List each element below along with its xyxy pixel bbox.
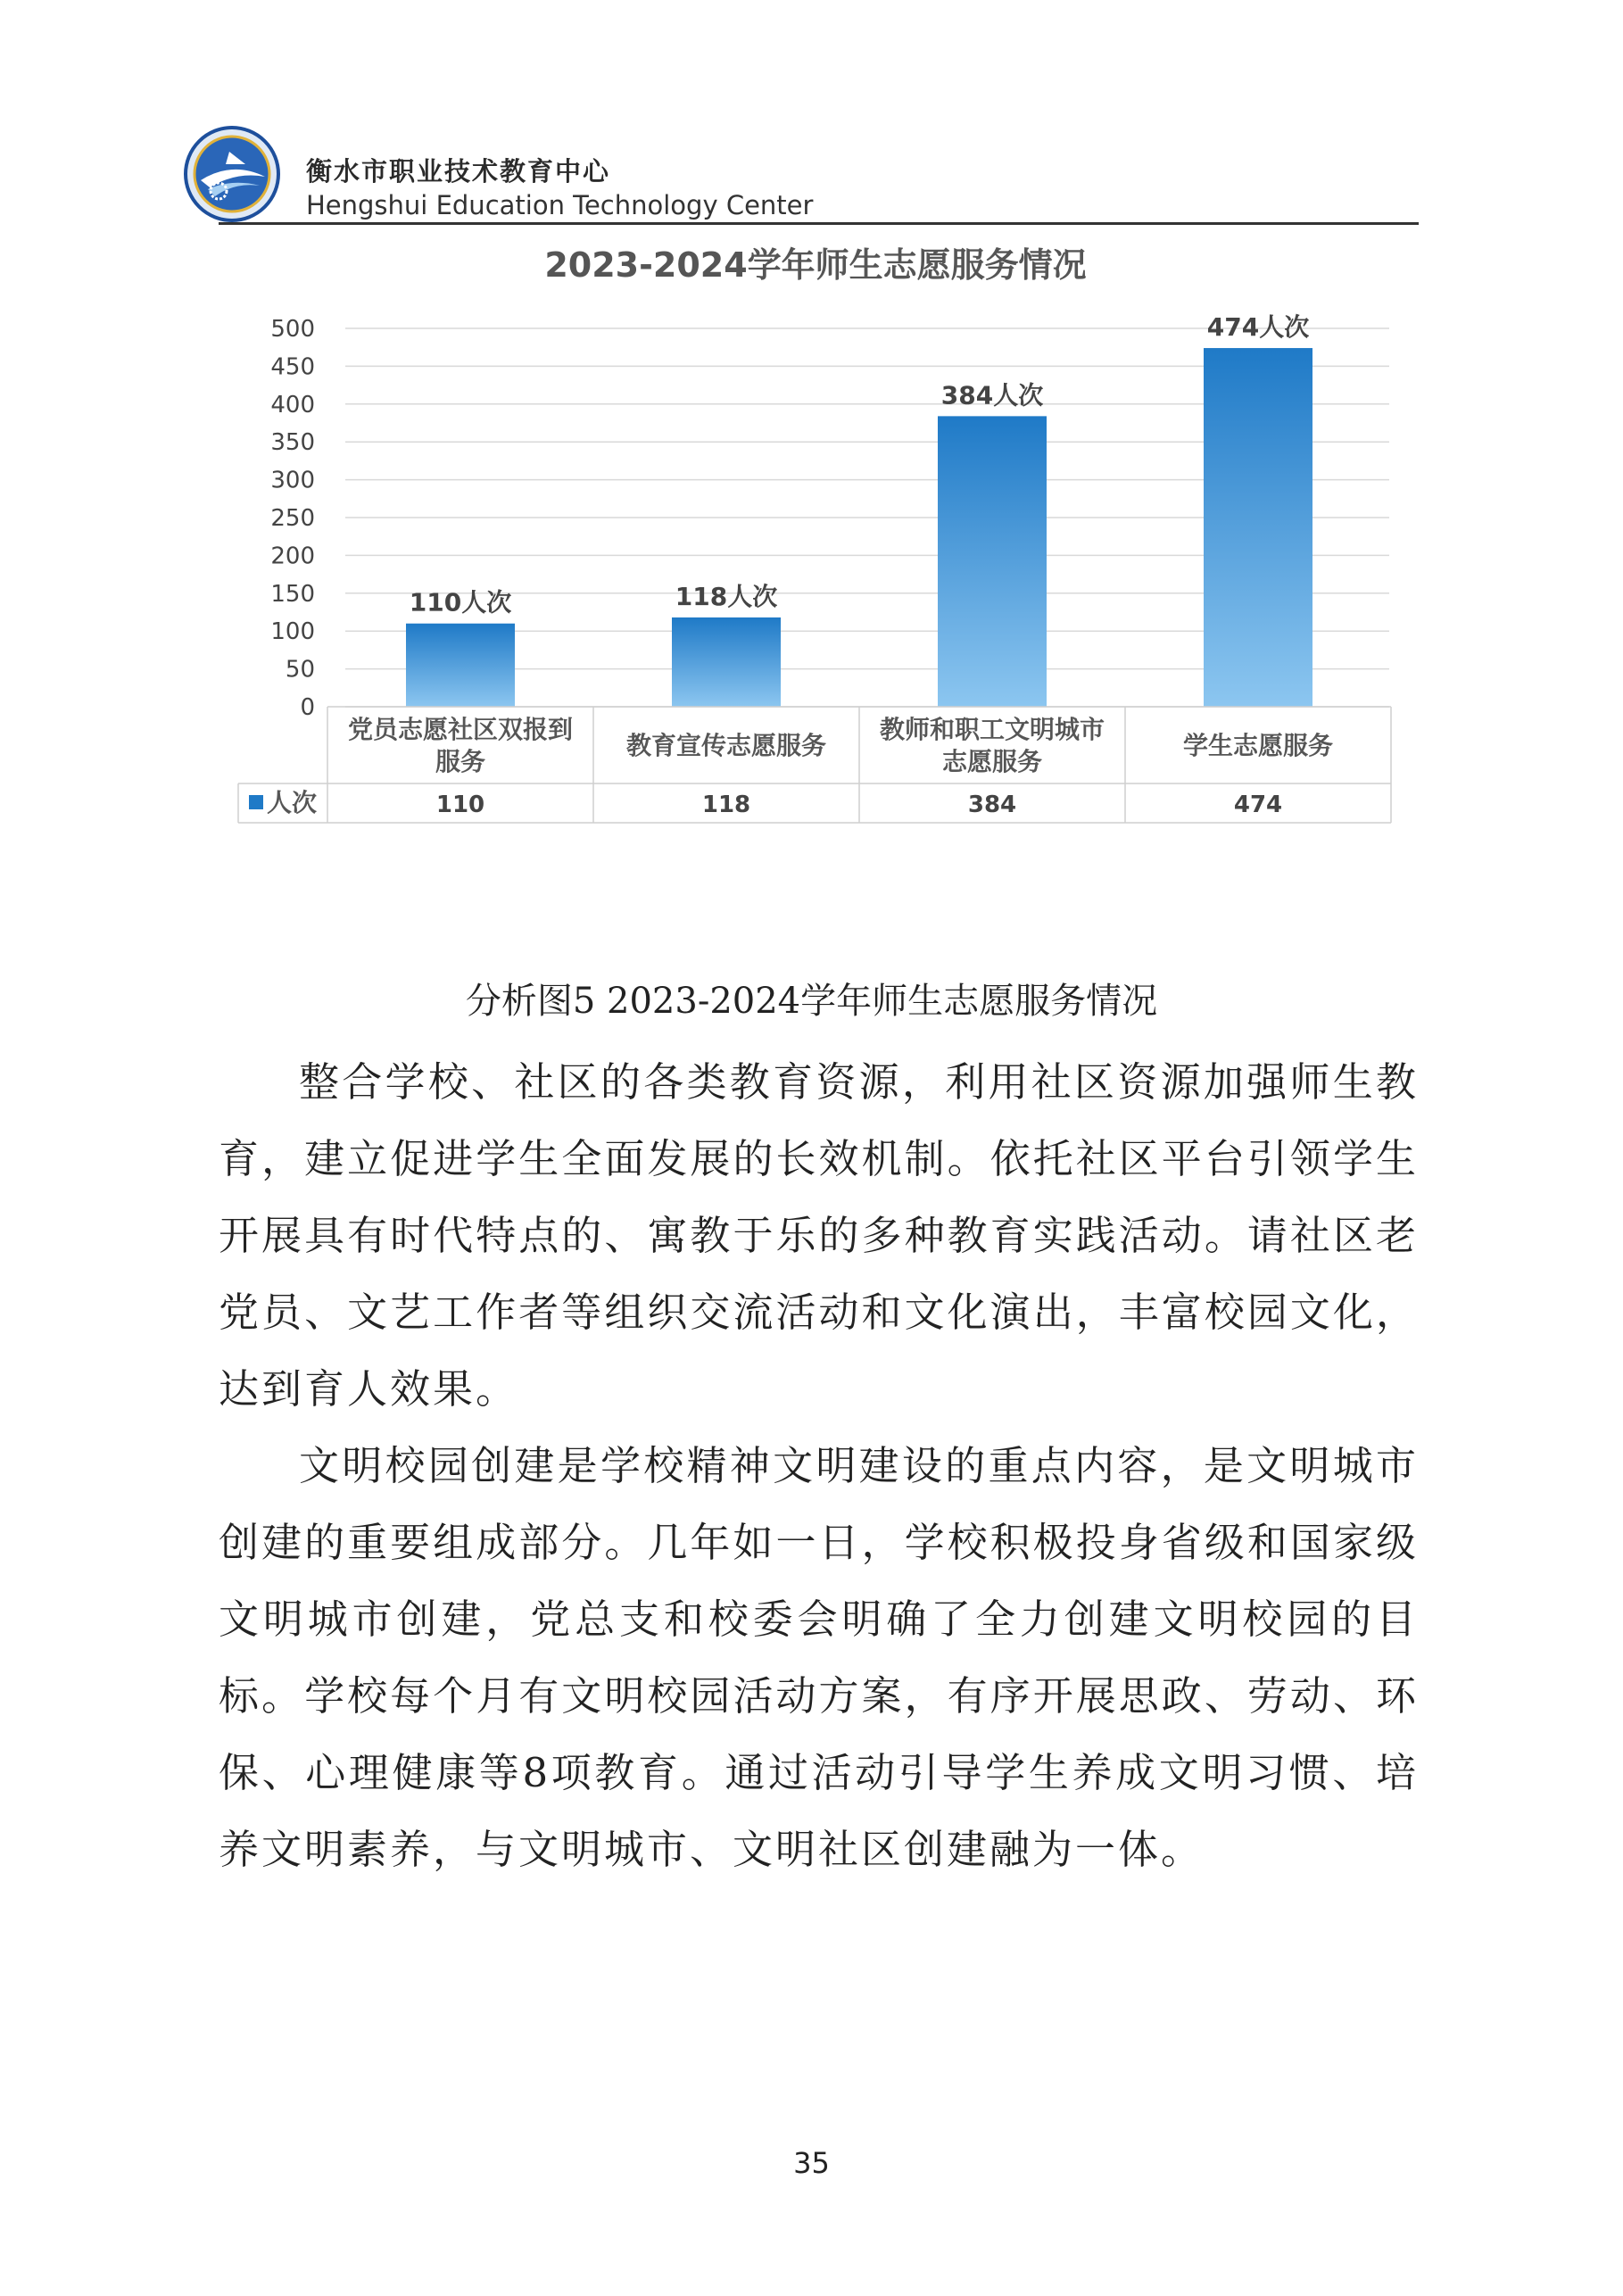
data-label: 384人次: [940, 380, 1044, 410]
paragraph: 整合学校、社区的各类教育资源，利用社区资源加强师生教育，建立促进学生全面发展的长效机制。依托社区平台引领学生开展具有时代特点的、寓教于乐的多种教育实践活动。请社区老党员、文艺工作者等组织交流活动和文化演出，丰富校园文化，达到育人效果。: [219, 1058, 1419, 1413]
y-tick-label: 400: [270, 391, 315, 419]
header-divider: [219, 222, 1419, 225]
table-value: 384: [967, 792, 1017, 818]
volunteer-service-chart: [220, 230, 1412, 940]
paragraph: 文明校园创建是学校精神文明建设的重点内容，是文明城市创建的重要组成部分。几年如一日，学校积极投身省级和国家级文明城市创建，党总支和校委会明确了全力创建文明校园的目标。学校每个月有文明校园活动方案，有序开展思政、劳动、环保、心理健康等8项教育。通过活动引导学生养成文明习惯、培养文明素养，与文明城市、文明社区创建融为一体。: [219, 1442, 1419, 1873]
y-tick-label: 200: [270, 543, 315, 570]
y-tick-label: 150: [270, 580, 315, 608]
y-tick-label: 50: [285, 656, 315, 684]
chart-title: 2023-2024学年师生志愿服务情况: [544, 245, 1087, 285]
chart-data-table: [238, 707, 1391, 823]
data-label: 110人次: [409, 587, 512, 618]
bar: [406, 624, 515, 707]
bar: [938, 416, 1047, 707]
category-label: 教育宣传志愿服务: [625, 731, 827, 760]
y-tick-label: 450: [270, 353, 315, 381]
table-value: 474: [1233, 792, 1283, 818]
figure-caption: 分析图5 2023-2024学年师生志愿服务情况: [465, 981, 1158, 1022]
y-tick-label: 100: [270, 618, 315, 646]
page-number: 35: [793, 2146, 830, 2180]
table-value: 118: [701, 792, 751, 818]
legend-swatch: [249, 795, 263, 809]
bar: [672, 618, 781, 707]
body-text: [219, 1044, 1419, 1888]
category-label: 服务: [435, 747, 486, 776]
category-label: 学生志愿服务: [1182, 731, 1334, 760]
y-tick-label: 0: [300, 694, 315, 721]
organization-name-en: Hengshui Education Technology Center: [306, 190, 814, 220]
category-label: 志愿服务: [941, 747, 1043, 776]
y-axis: [270, 316, 315, 721]
school-emblem-icon: [183, 125, 281, 223]
organization-name-cn: 衡水市职业技术教育中心: [306, 156, 611, 186]
data-label: 474人次: [1206, 312, 1310, 343]
data-labels: [410, 312, 1309, 618]
y-tick-label: 350: [270, 429, 315, 457]
y-tick-label: 250: [270, 505, 315, 532]
category-label: 党员志愿社区双报到: [347, 715, 574, 744]
bar: [1204, 348, 1312, 707]
category-label: 教师和职工文明城市: [879, 715, 1105, 744]
table-value: 110: [435, 792, 485, 818]
y-tick-label: 500: [270, 316, 315, 343]
data-label: 118人次: [675, 581, 778, 611]
legend-label: 人次: [267, 788, 318, 817]
chart-svg: [220, 230, 1412, 940]
chart-bars: [406, 348, 1312, 707]
y-tick-label: 300: [270, 467, 315, 494]
